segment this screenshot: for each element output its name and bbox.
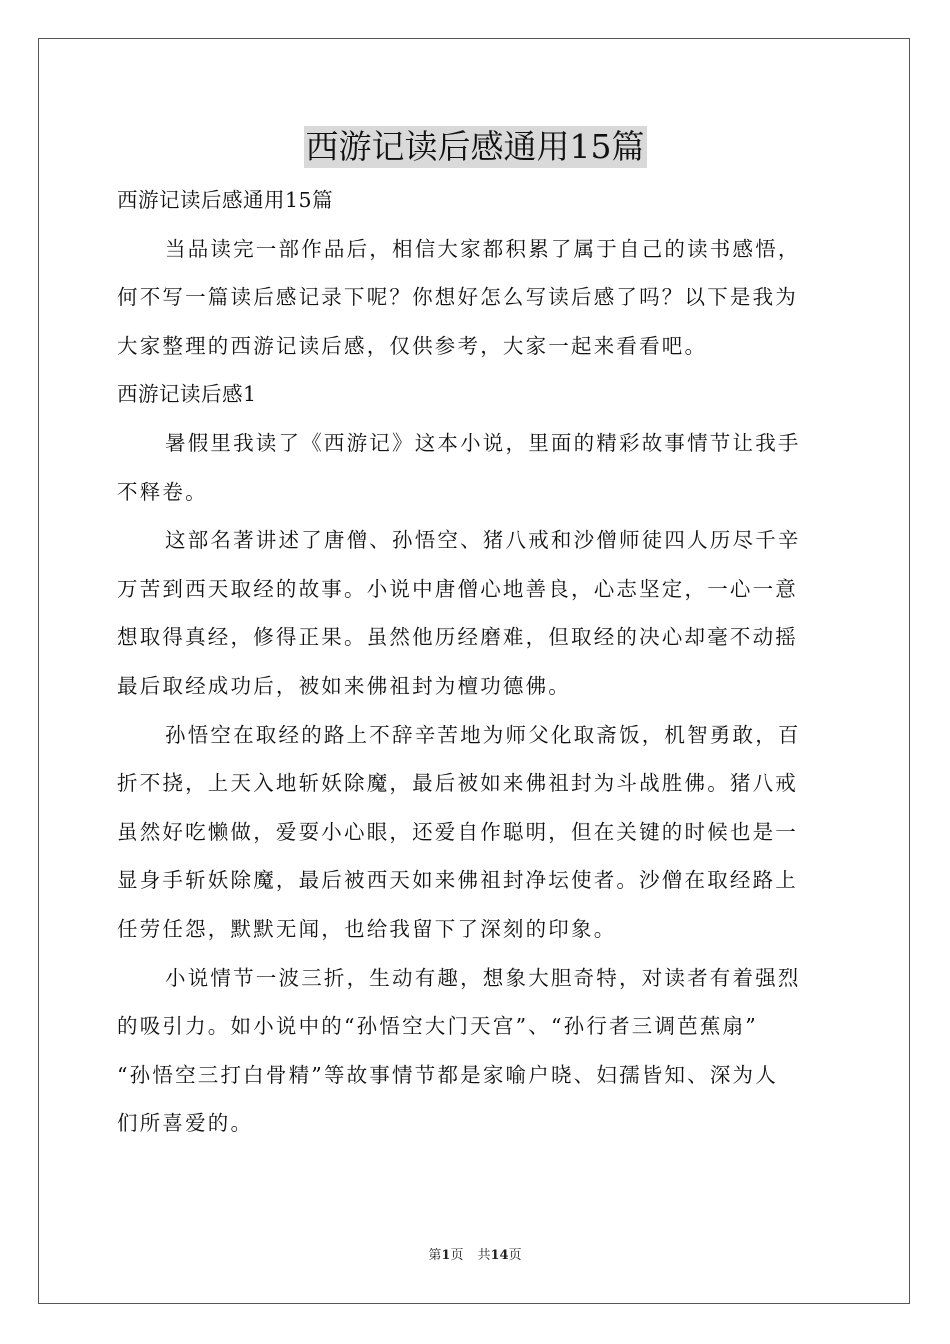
page-footer	[0, 1247, 950, 1265]
text-line: 最后取经成功后，被如来佛祖封为檀功德佛。	[117, 673, 571, 698]
text-line: 孙悟空在取经的路上不辞辛苦地为师父化取斋饭，机智勇敢，百	[165, 722, 801, 747]
section-heading: 西游记读后感通用15篇	[117, 188, 334, 212]
text-line: 不释卷。	[117, 479, 208, 504]
text-line: 大家整理的西游记读后感，仅供参考，大家一起来看看吧。	[117, 333, 708, 358]
text-line: 万苦到西天取经的故事。小说中唐僧心地善良，心志坚定，一心一意	[117, 576, 798, 601]
text-line: 小说情节一波三折，生动有趣，想象大胆奇特，对读者有着强烈	[165, 965, 801, 990]
total-label-prefix: 共	[477, 1248, 491, 1263]
title-container	[0, 126, 950, 168]
document-title: 西游记读后感通用15篇	[305, 127, 645, 166]
text-line: 折不挠，上天入地斩妖除魔，最后被如来佛祖封为斗战胜佛。猪八戒	[117, 771, 798, 796]
text-line: 当品读完一部作品后，相信大家都积累了属于自己的读书感悟，	[165, 236, 801, 261]
page-number: 1	[441, 1248, 451, 1263]
text-line: 们所喜爱的。	[117, 1111, 254, 1136]
text-line: 何不写一篇读后感记录下呢？你想好怎么写读后感了吗？以下是我为	[117, 285, 798, 310]
document-body	[117, 176, 833, 1148]
total-pages: 14	[490, 1248, 509, 1263]
text-line: 这部名著讲述了唐僧、孙悟空、猪八戒和沙僧师徒四人历尽千辛	[165, 528, 801, 553]
text-line: 虽然好吃懒做，爱耍小心眼，还爱自作聪明，但在关键的时候也是一	[117, 819, 798, 844]
total-label-suffix: 页	[508, 1248, 522, 1263]
text-line: 的吸引力。如小说中的“孙悟空大门天宫”、“孙行者三调芭蕉扇”	[117, 1014, 758, 1039]
section-heading: 西游记读后感1	[117, 382, 257, 407]
text-line: 暑假里我读了《西游记》这本小说，里面的精彩故事情节让我手	[165, 430, 801, 455]
text-line: 想取得真经，修得正果。虽然他历经磨难，但取经的决心却毫不动摇	[117, 625, 798, 650]
text-line: “孙悟空三打白骨精”等故事情节都是家喻户晓、妇孺皆知、深为人	[117, 1062, 778, 1087]
text-line: 显身手斩妖除魔，最后被西天如来佛祖封净坛使者。沙僧在取经路上	[117, 868, 798, 893]
page-label-suffix: 页	[450, 1248, 464, 1263]
page-label-prefix: 第	[428, 1248, 442, 1263]
text-line: 任劳任怨，默默无闻，也给我留下了深刻的印象。	[117, 916, 617, 941]
